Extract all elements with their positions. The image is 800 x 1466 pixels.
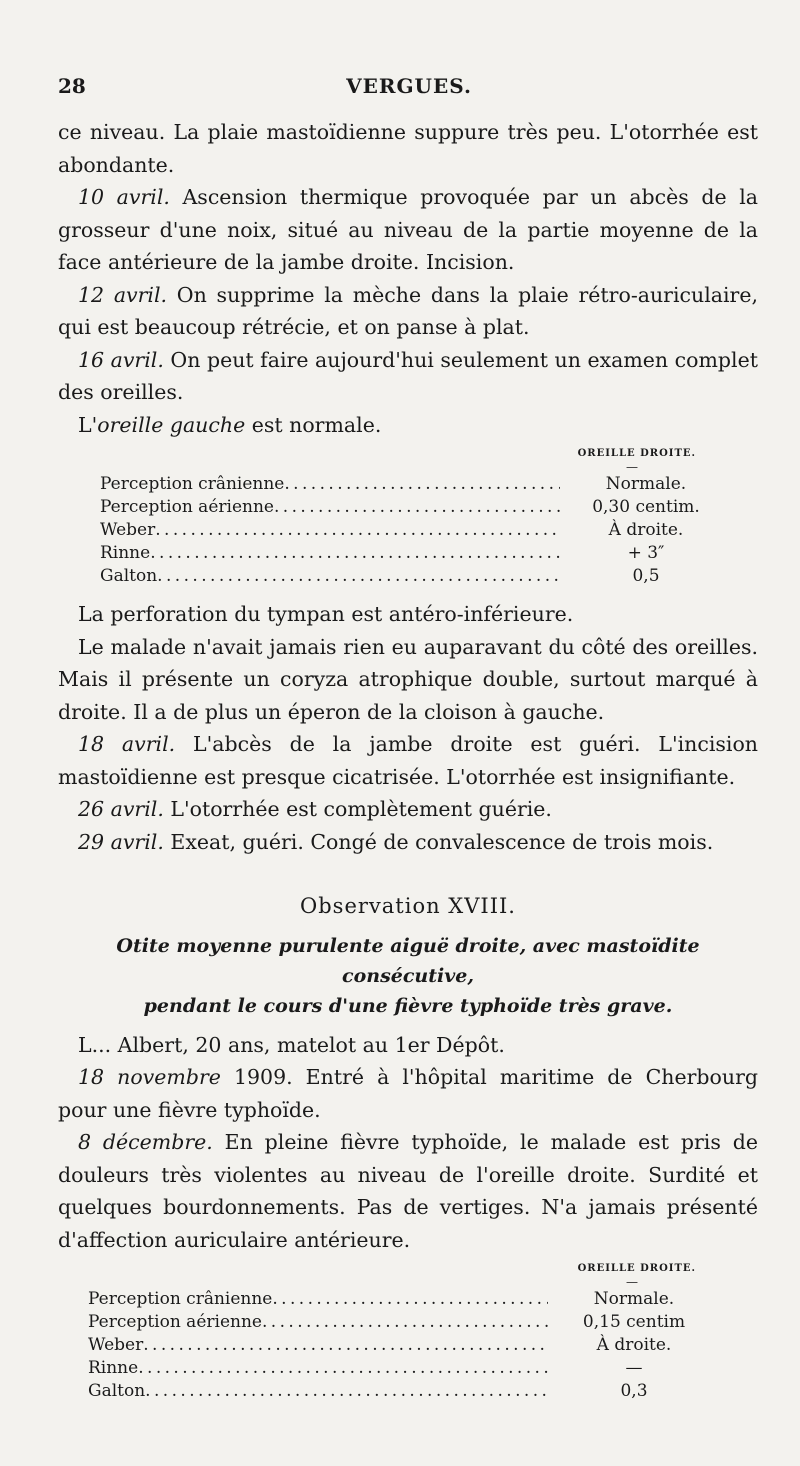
table-row: Galton . . . 0,5 — [100, 565, 726, 588]
table-row: Rinne . . . + 3″ — [100, 542, 726, 565]
date: 18 avril. — [78, 732, 176, 756]
table-row: Perception crânienne . . . Normale. — [100, 473, 726, 496]
main-text — [58, 116, 758, 1403]
paragraph: ce niveau. La plaie mastoïdienne suppure très peu. L'otorrhée est abondante. — [58, 120, 758, 177]
column-rule: — — [626, 1275, 638, 1289]
table-column-header: OREILLE DROITE. — [577, 1263, 696, 1274]
running-title: VERGUES. — [346, 74, 472, 98]
paragraph: 18 novembre 1909. Entré à l'hôpital maritime de Cherbourg pour une fièvre typhoïde. — [58, 1065, 758, 1122]
table-column-header: OREILLE DROITE. — [577, 448, 696, 459]
paragraph: 10 avril. Ascension thermique provoquée par un abcès de la grosseur d'une noix, situé au niveau de la partie moyenne de la face antérieure de la jambe droite. Incision. — [58, 185, 758, 274]
paragraph: La perforation du tympan est antéro-inférieure. — [78, 602, 574, 626]
date: 8 décembre. — [78, 1130, 213, 1154]
paragraph: 16 avril. On peut faire aujourd'hui seulement un examen complet des oreilles. — [58, 347, 758, 404]
date: 16 avril. — [78, 347, 164, 372]
table-row: Rinne . . . — — [88, 1357, 714, 1380]
paragraph: 26 avril. L'otorrhée est complètement guérie. — [78, 797, 552, 821]
measurement-table — [88, 1288, 714, 1403]
date: 10 avril. — [78, 185, 170, 209]
date: 18 novembre — [78, 1065, 221, 1089]
paragraph: 29 avril. Exeat, guéri. Congé de convalescence de trois mois. — [78, 829, 714, 854]
table-row: Perception crânienne . . . Normale. — [88, 1288, 714, 1311]
observation-subtitle: Otite moyenne purulente aiguë droite, avec mastoïdite consécutive, pendant le cours d'une fièvre typhoïde très grave. — [116, 934, 700, 1017]
page-number: 28 — [58, 74, 86, 98]
paragraph: 8 décembre. En pleine fièvre typhoïde, le malade est pris de douleurs très violentes au niveau de l'oreille droite. Surdité et quelques bourdonnements. Pas de vertiges. N'a jamais présenté d'affection auriculaire antérieure. — [58, 1130, 758, 1252]
table-row: Weber . . . À droite. — [100, 519, 726, 542]
table-row: Perception aérienne . . . 0,15 centim — [88, 1311, 714, 1334]
date: 29 avril. — [78, 829, 164, 854]
date: 26 avril. — [78, 797, 164, 821]
paragraph: L'oreille gauche est normale. — [78, 412, 382, 437]
table-row: Weber . . . À droite. — [88, 1334, 714, 1357]
paragraph: 12 avril. On supprime la mèche dans la plaie rétro-auriculaire, qui est beaucoup rétrécie, et on panse à plat. — [58, 282, 758, 339]
date: 12 avril. — [78, 282, 168, 307]
paragraph: 18 avril. L'abcès de la jambe droite est guéri. L'incision mastoïdienne est presque cicatrisée. L'otorrhée est insignifiante. — [58, 732, 758, 789]
column-rule: — — [626, 460, 638, 474]
table-row: Galton . . . 0,3 — [88, 1380, 714, 1403]
paragraph: Le malade n'avait jamais rien eu auparavant du côté des oreilles. Mais il présente un coryza atrophique double, surtout marqué à droite. Il a de plus un éperon de la cloison à gauche. — [58, 634, 758, 724]
measurement-table — [100, 473, 726, 588]
observation-title: Observation XVIII. — [300, 894, 516, 918]
paragraph: L... Albert, 20 ans, matelot au 1er Dépôt. — [78, 1032, 505, 1057]
page-header — [58, 74, 760, 104]
table-row: Perception aérienne . . . 0,30 centim. — [100, 496, 726, 519]
